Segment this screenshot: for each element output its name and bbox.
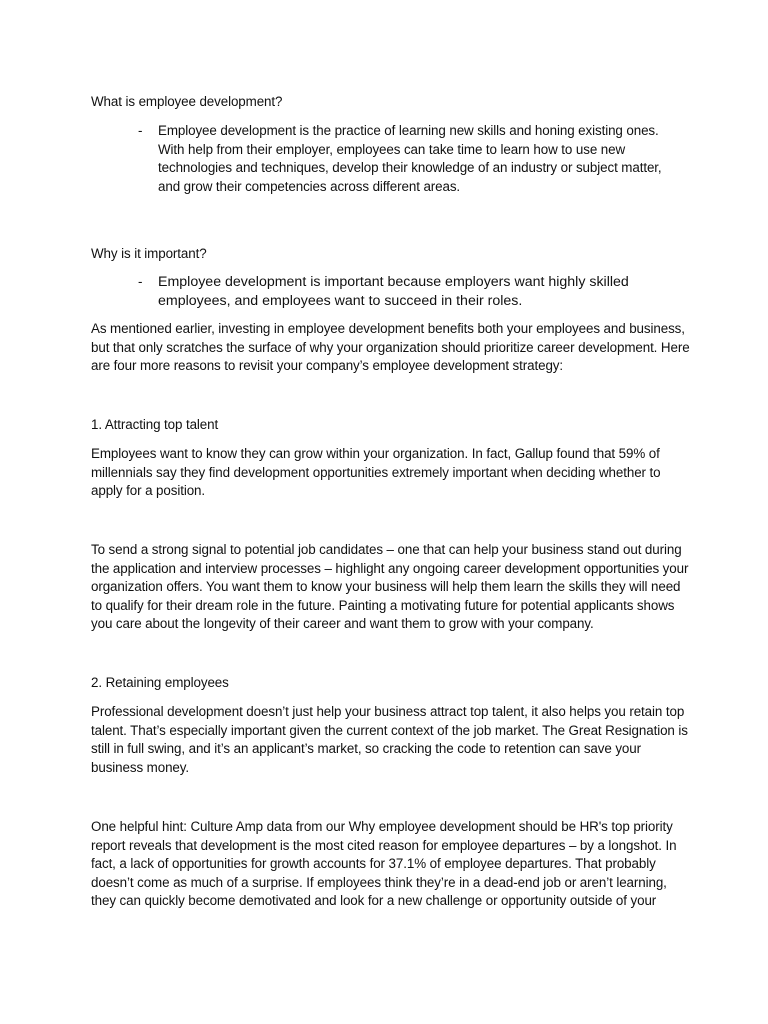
intro-paragraph: As mentioned earlier, investing in employee development benefits both your employees and business, but that only scratches the surface of why your organization should prioritize career development. Here are four more reasons to revisit your company’s employee development strategy: bbox=[91, 321, 690, 374]
question-why-important: Why is it important? bbox=[91, 246, 207, 261]
section-heading-retaining-employees: 2. Retaining employees bbox=[91, 675, 229, 690]
definition-bullet: Employee development is the practice of learning new skills and honing existing ones. With help from their employer, employees can take time to learn how to use new technologies and techniques, develop their knowledge of an industry or subject matter, and grow their competencies across different areas. bbox=[158, 123, 662, 194]
section-heading-attracting-talent: 1. Attracting top talent bbox=[91, 417, 219, 432]
question-what-is-employee-development: What is employee development? bbox=[91, 94, 283, 109]
bullet-dash: - bbox=[138, 274, 143, 289]
section2-paragraph-1: Professional development doesn’t just help your business attract top talent, it also helps you retain top talent. That’s especially important given the current context of the job market. The Great Resignation is still in full swing, and it’s an applicant’s market, so cracking the code to retention can save your business money. bbox=[91, 704, 688, 775]
importance-bullet: Employee development is important because employers want highly skilled employees, and employees want to succeed in their roles. bbox=[158, 274, 629, 309]
section1-paragraph-1: Employees want to know they can grow within your organization. In fact, Gallup found that 59% of millennials say they find development opportunities extremely important when deciding whether to apply for a position. bbox=[91, 446, 661, 499]
section1-paragraph-2: To send a strong signal to potential job candidates – one that can help your business stand out during the application and interview processes – highlight any ongoing career development opportunities your organization offers. You want them to know your business will help them learn the skills they will need to qualify for their dream role in the future. Painting a motivating future for potential applicants shows you care about the longevity of their career and want them to grow with your company. bbox=[91, 542, 689, 632]
bullet-dash: - bbox=[138, 123, 143, 138]
section2-paragraph-2: One helpful hint: Culture Amp data from our Why employee development should be HR's top priority report reveals that development is the most cited reason for employee departures – by a longshot. In fact, a lack of opportunities for growth accounts for 37.1% of employee departures. That probably doesn’t come as much of a surprise. If employees think they’re in a dead-end job or aren’t learning, they can quickly become demotivated and look for a new challenge or opportunity outside of your bbox=[91, 819, 677, 909]
